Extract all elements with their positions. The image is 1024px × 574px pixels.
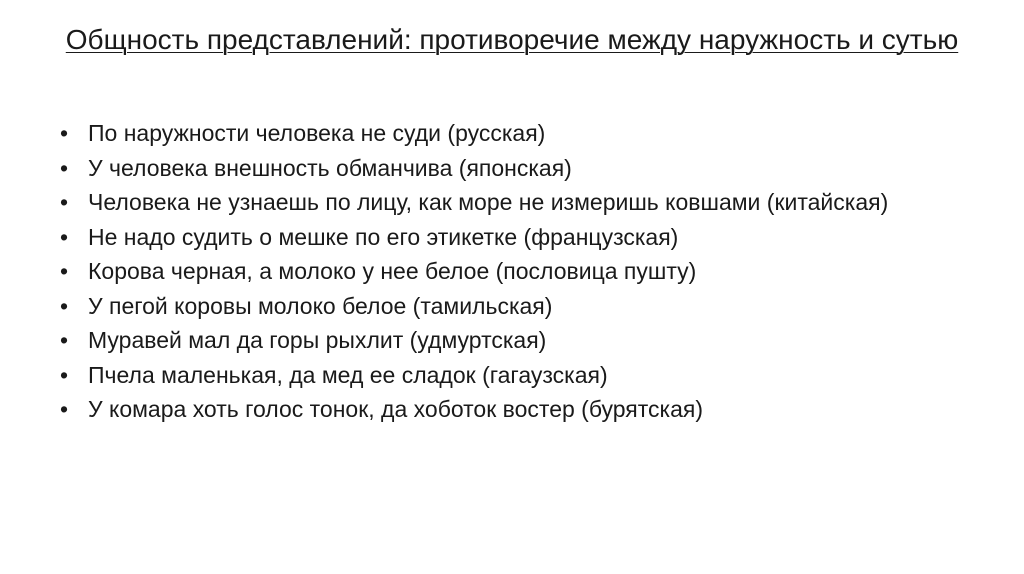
bullet-icon: • bbox=[60, 189, 69, 215]
list-item bbox=[60, 323, 960, 358]
list-item bbox=[60, 358, 960, 393]
bullet-icon: • bbox=[60, 258, 69, 284]
list-item-text: У комара хоть голос тонок, да хоботок востер (бурятская) bbox=[88, 396, 703, 422]
bullet-icon: • bbox=[60, 327, 69, 353]
list-item-text: Муравей мал да горы рыхлит (удмуртская) bbox=[88, 327, 547, 353]
bullet-icon: • bbox=[60, 223, 69, 250]
bullet-icon: • bbox=[60, 361, 69, 388]
list-item bbox=[60, 392, 960, 427]
list-item-text: Не надо судить о мешке по его этикетке (французская) bbox=[88, 223, 679, 250]
list-item bbox=[60, 116, 960, 151]
list-item bbox=[60, 185, 960, 220]
list-item-text: У человека внешность обманчива (японская) bbox=[88, 154, 572, 181]
slide-title: Общность представлений: противоречие между наружность и сутью bbox=[65, 24, 959, 55]
list-item bbox=[60, 254, 960, 289]
list-item-text: По наружности человека не суди (русская) bbox=[88, 120, 546, 146]
bullet-icon: • bbox=[60, 154, 69, 181]
list-item bbox=[60, 289, 960, 324]
proverb-list bbox=[60, 116, 960, 427]
bullet-icon: • bbox=[60, 396, 69, 422]
list-item bbox=[60, 151, 960, 186]
list-item-text: Корова черная, а молоко у нее белое (пословица пушту) bbox=[88, 258, 697, 284]
list-item-text: Человека не узнаешь по лицу, как море не измеришь ковшами (китайская) bbox=[88, 189, 889, 215]
list-item-text: Пчела маленькая, да мед ее сладок (гагаузская) bbox=[88, 361, 608, 388]
list-item-text: У пегой коровы молоко белое (тамильская) bbox=[88, 292, 553, 319]
list-item bbox=[60, 220, 960, 255]
bullet-icon: • bbox=[60, 292, 69, 319]
bullet-icon: • bbox=[60, 120, 69, 146]
